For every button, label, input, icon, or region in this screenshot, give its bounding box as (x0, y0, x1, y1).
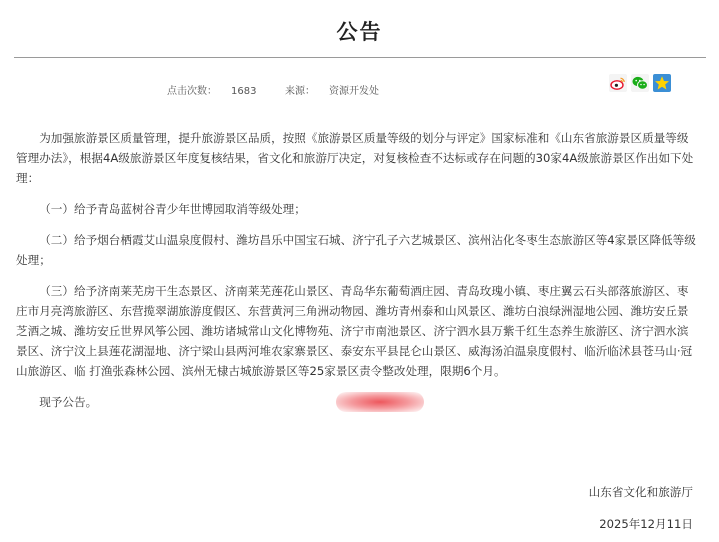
source-label: 来源： (285, 86, 315, 97)
closing-paragraph: 现予公告。 (39, 395, 98, 409)
hit-count-value: 1683 (231, 86, 257, 97)
share-bar (609, 74, 671, 94)
notice-body (16, 128, 700, 423)
hit-count-label: 点击次数： (167, 86, 217, 97)
title-divider (14, 57, 706, 58)
source (285, 82, 379, 97)
blurred-highlight (336, 392, 424, 412)
intro-paragraph: 为加强旅游景区质量管理，提升旅游景区品质，按照《旅游景区质量等级的划分与评定》国家标准和《山东省旅游景区质量等级管理办法》，根据4A级旅游景区年度复核结果，省文化和旅游厅决定，对复核检查不达标或存在问题的30家4A级旅游景区作出如下处理： (16, 131, 694, 185)
source-value: 资源开发处 (329, 86, 379, 97)
issue-date: 2025年12月11日 (599, 517, 693, 531)
issuing-organization: 山东省文化和旅游厅 (588, 485, 693, 499)
wechat-icon[interactable] (631, 74, 649, 94)
weibo-icon[interactable] (609, 74, 627, 94)
item-rectification: （三）给予济南莱芜房干生态景区、济南莱芜莲花山景区、青岛华东葡萄酒庄园、青岛玫瑰小镇、枣庄翼云石头部落旅游区、枣庄市月亮湾旅游区、东营揽翠湖旅游度假区、东营黄河三角洲动物园、潍坊青州泰和山风景区、潍坊白浪绿洲湿地公园、潍坊安丘景芝酒之城、潍坊安丘世界风筝公园、潍坊诸城常山文化博物苑、济宁市南池景区、济宁泗水县万紫千红生态养生旅游区、济宁泗水滨景区、济宁汶上县莲花湖湿地、济宁梁山县两河堆农家寨景区、泰安东平县昆仑山景区、威海汤泊温泉度假村、临沂临沭县苍马山·冠山旅游区、临 打渔张森林公园、滨州无棣古城旅游景区等25家景区责令整改处理，限期6个月。 (16, 284, 693, 378)
item-downgrade: （二）给予烟台栖霞艾山温泉度假村、潍坊昌乐中国宝石城、济宁孔子六艺城景区、滨州沾化冬枣生态旅游区等4家景区降低等级处理； (16, 233, 696, 267)
notice-title: 公告 (336, 20, 383, 44)
item-cancel-rating: （一）给予青岛蓝树谷青少年世博园取消等级处理； (39, 202, 306, 216)
favorite-star-icon[interactable] (653, 74, 671, 94)
hit-count (167, 82, 256, 97)
